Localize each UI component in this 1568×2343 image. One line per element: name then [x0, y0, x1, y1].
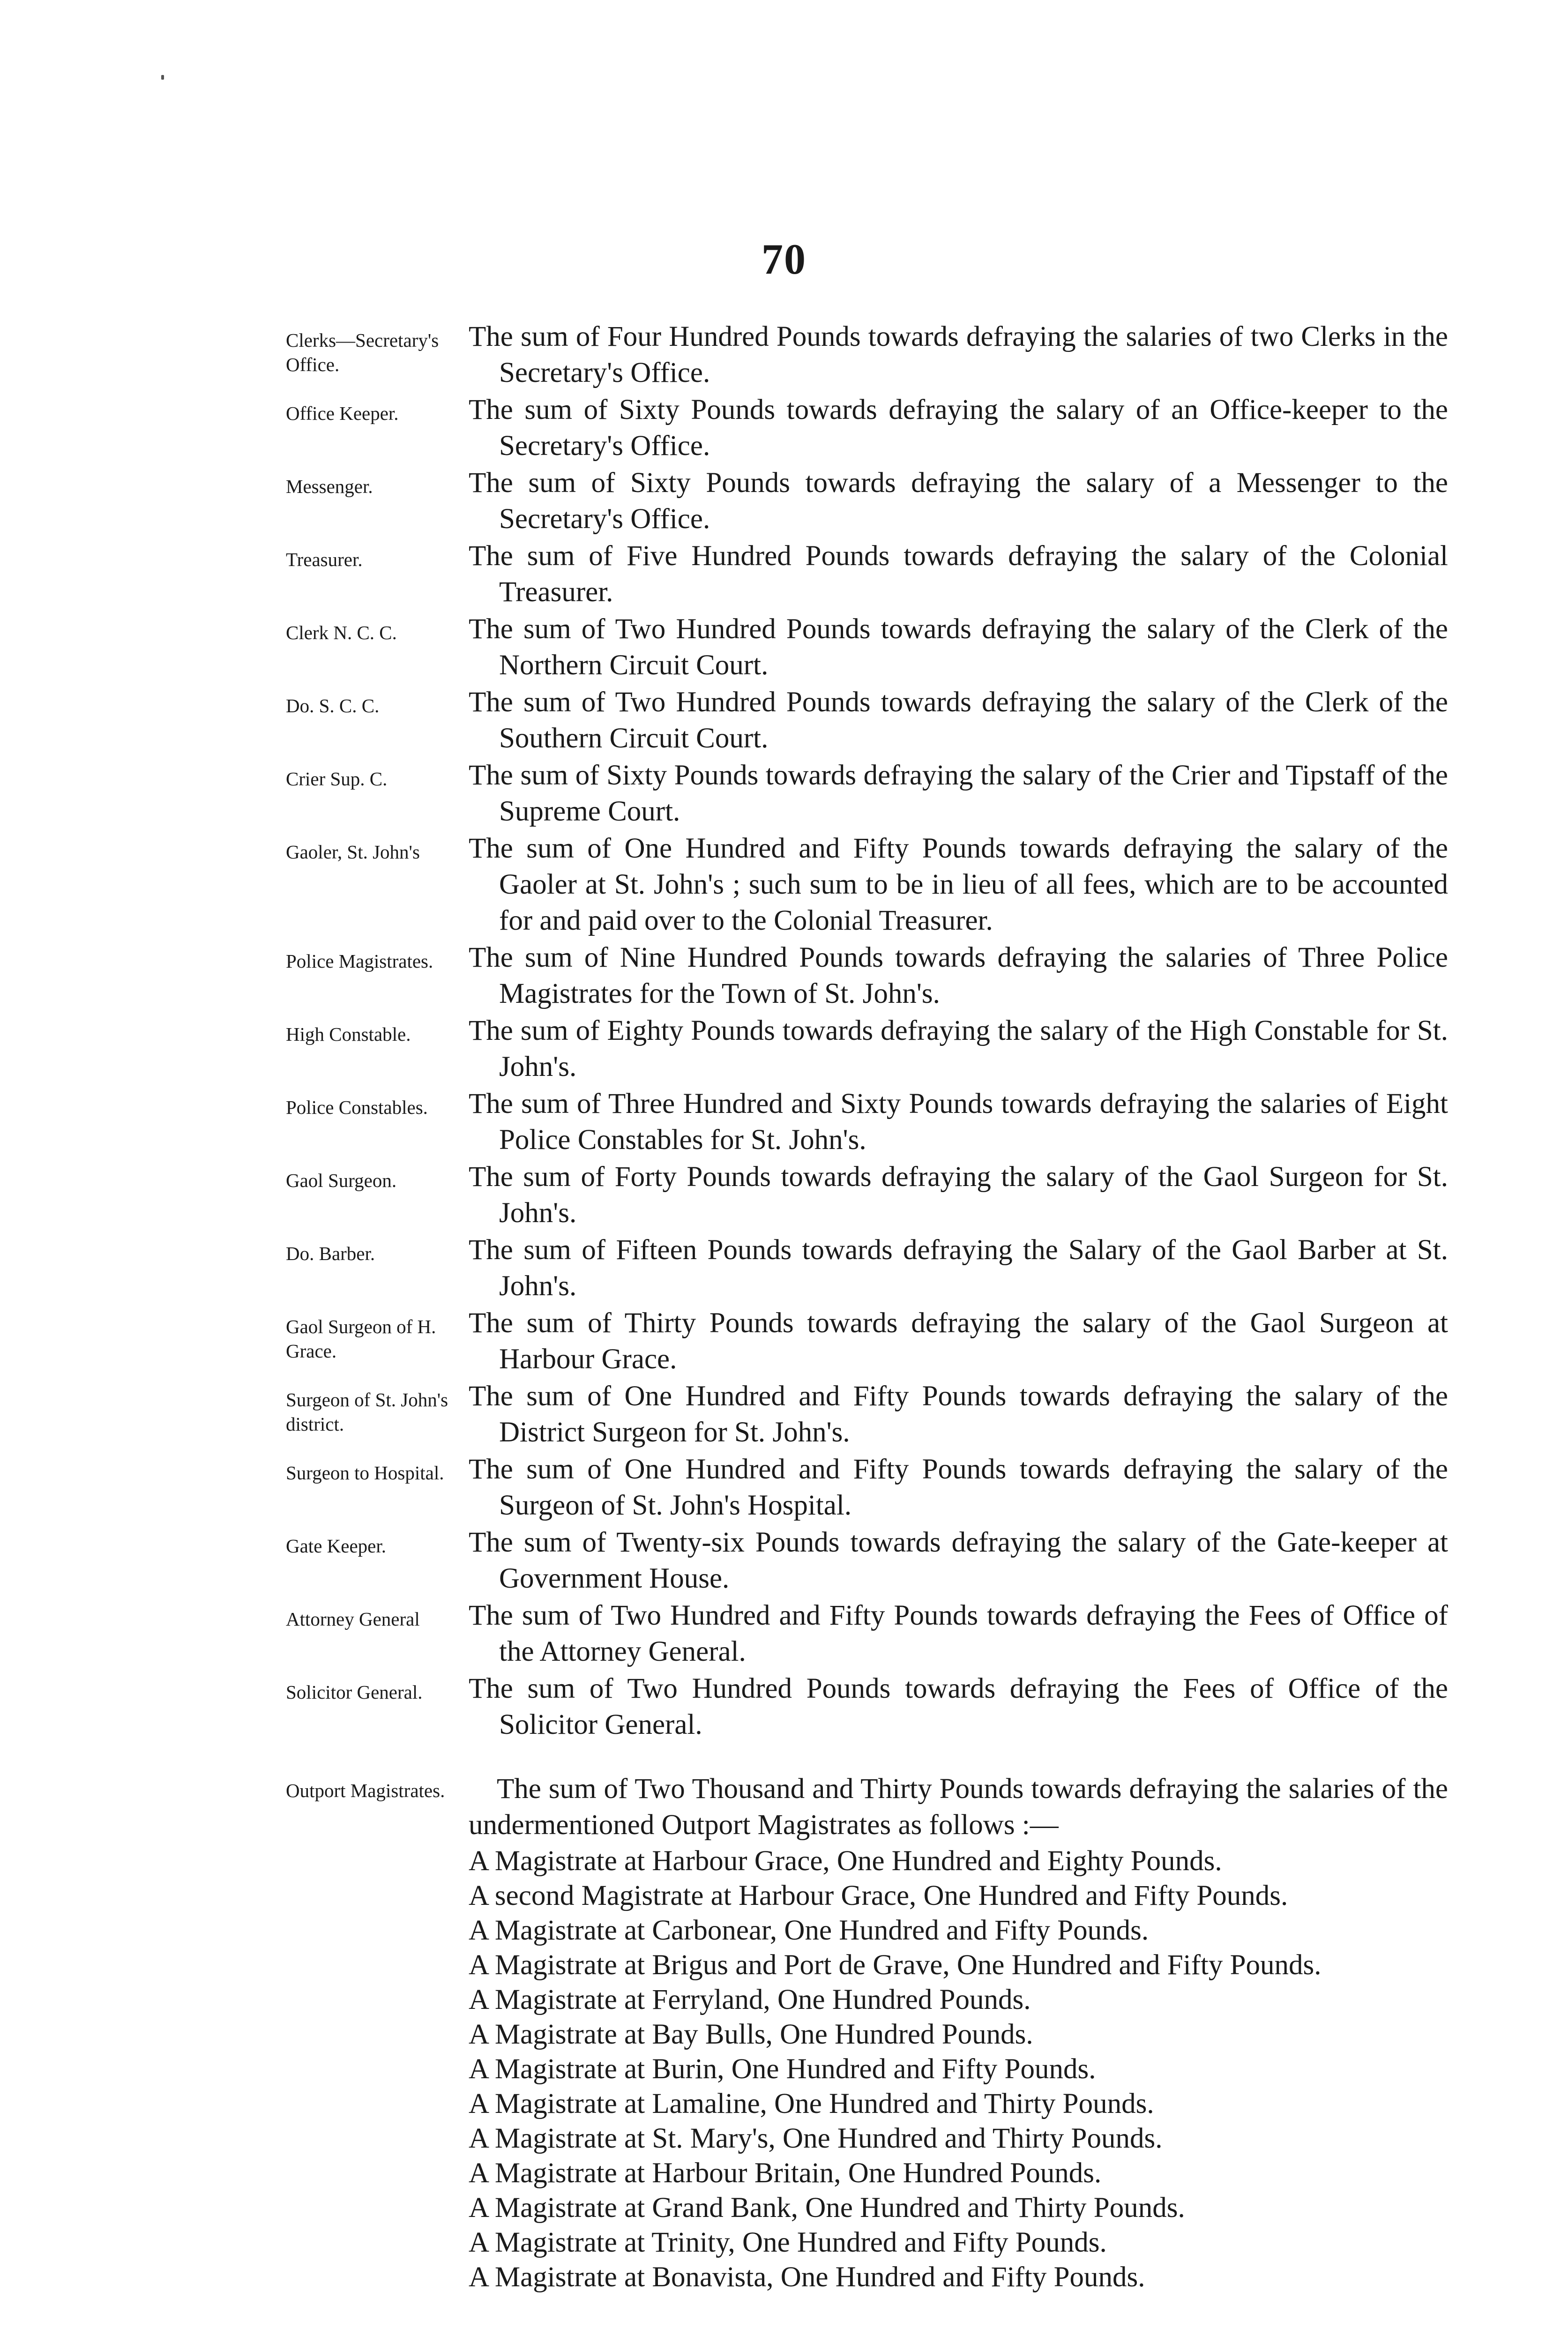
entry-text: The sum of Five Hundred Pounds towards defraying the salary of the Colonial Treasurer.: [469, 540, 1448, 608]
entry-text: The sum of Two Hundred Pounds towards defraying the salary of the Clerk of the Northern Circuit Court.: [469, 613, 1448, 681]
outport-intro: The sum of Two Thousand and Thirty Pounds towards defraying the salaries of the undermentioned Outport Magistrates as follows :—: [469, 1773, 1448, 1841]
entry-messenger: [286, 465, 1448, 537]
marginal-note: Attorney General: [286, 1608, 420, 1630]
list-item: A Magistrate at Carbonear, One Hundred and Fifty Pounds.: [469, 1915, 1149, 1946]
entry-text: The sum of Three Hundred and Sixty Pounds towards defraying the salaries of Eight Police Constables for St. John's.: [469, 1088, 1448, 1156]
entry-text: The sum of Sixty Pounds towards defraying the salary of a Messenger to the Secretary's Office.: [469, 467, 1448, 535]
entry-treasurer: [286, 538, 1448, 610]
entry-text: The sum of Sixty Pounds towards defraying the salary of the Crier and Tipstaff of the Supreme Court.: [469, 760, 1448, 827]
marginal-note: Do. S. C. C.: [286, 695, 380, 716]
outport-magistrate-list: [469, 1845, 1448, 2294]
entry-crier: [286, 757, 1448, 829]
entry-gaol-barber: [286, 1232, 1448, 1304]
list-item: A Magistrate at Harbour Britain, One Hundred Pounds.: [469, 2157, 1102, 2189]
list-item: A Magistrate at Burin, One Hundred and Fifty Pounds.: [469, 2053, 1096, 2085]
entry-police-magistrates: [286, 940, 1448, 1012]
entry-clerk-scc: [286, 684, 1448, 756]
marginal-note: Solicitor General.: [286, 1681, 423, 1703]
marginal-note: Messenger.: [286, 476, 373, 497]
entry-text: The sum of Nine Hundred Pounds towards defraying the salaries of Three Police Magistrates for the Town of St. John's.: [469, 942, 1448, 1009]
entry-text: The sum of Fifteen Pounds towards defraying the Salary of the Gaol Barber at St. John's.: [469, 1234, 1448, 1302]
entry-clerks-secretary: [286, 319, 1448, 391]
marginal-note: Office Keeper.: [286, 403, 399, 424]
marginal-note: Gaoler, St. John's: [286, 841, 420, 863]
page-number: 70: [762, 235, 806, 283]
entry-solicitor-general: [286, 1671, 1448, 1743]
list-item: A Magistrate at Harbour Grace, One Hundred and Eighty Pounds.: [469, 1845, 1222, 1877]
marginal-note: Police Constables.: [286, 1097, 428, 1118]
list-item: A Magistrate at Trinity, One Hundred and Fifty Pounds.: [469, 2227, 1107, 2258]
entry-gaol-surgeon-hgrace: [286, 1305, 1448, 1377]
entry-text: The sum of Thirty Pounds towards defraying the salary of the Gaol Surgeon at Harbour Grace.: [469, 1307, 1448, 1375]
marginal-note: Clerks—Secretary's Office.: [286, 329, 439, 375]
marginal-note: Police Magistrates.: [286, 950, 433, 972]
list-item: A Magistrate at Grand Bank, One Hundred and Thirty Pounds.: [469, 2192, 1185, 2224]
list-item: A Magistrate at St. Mary's, One Hundred and Thirty Pounds.: [469, 2123, 1163, 2154]
entry-gaoler: [286, 830, 1448, 939]
entry-text: The sum of Four Hundred Pounds towards defraying the salaries of two Clerks in the Secretary's Office.: [469, 321, 1448, 388]
marginal-note: Gaol Surgeon.: [286, 1170, 397, 1191]
marginal-note: Clerk N. C. C.: [286, 622, 397, 643]
marginal-note: Surgeon of St. John's district.: [286, 1389, 448, 1435]
entry-clerk-ncc: [286, 611, 1448, 683]
entry-text: The sum of Forty Pounds towards defraying the salary of the Gaol Surgeon for St. John's.: [469, 1161, 1448, 1229]
marginal-note: Do. Barber.: [286, 1243, 375, 1264]
marginal-note: Surgeon to Hospital.: [286, 1462, 444, 1484]
entry-outport-magistrates: [286, 1771, 1448, 2294]
entry-text: The sum of One Hundred and Fifty Pounds towards defraying the salary of the Surgeon of St. John's Hospital.: [469, 1454, 1448, 1521]
entry-text: The sum of One Hundred and Fifty Pounds towards defraying the salary of the Gaoler at St. John's ; such sum to be in lieu of all fees, which are to be accounted for and paid over to the Colonial Treasurer.: [469, 833, 1448, 936]
entry-text: The sum of Two Hundred and Fifty Pounds towards defraying the Fees of Office of the Attorney General.: [469, 1600, 1448, 1667]
marginal-note: Gaol Surgeon of H. Grace.: [286, 1316, 436, 1362]
appropriation-entries: [286, 319, 1448, 2296]
entry-gaol-surgeon: [286, 1159, 1448, 1231]
entry-text: The sum of Twenty-six Pounds towards defraying the salary of the Gate-keeper at Government House.: [469, 1527, 1448, 1594]
list-item: A Magistrate at Bonavista, One Hundred and Fifty Pounds.: [469, 2261, 1145, 2293]
entry-text: The sum of Eighty Pounds towards defraying the salary of the High Constable for St. John's.: [469, 1015, 1448, 1082]
entry-text: The sum of Two Hundred Pounds towards defraying the salary of the Clerk of the Southern Circuit Court.: [469, 686, 1448, 754]
entry-district-surgeon: [286, 1378, 1448, 1450]
list-item: A Magistrate at Brigus and Port de Grave, One Hundred and Fifty Pounds.: [469, 1949, 1322, 1981]
list-item: A Magistrate at Bay Bulls, One Hundred Pounds.: [469, 2019, 1033, 2050]
entry-attorney-general: [286, 1597, 1448, 1670]
entry-gate-keeper: [286, 1524, 1448, 1597]
list-item: A Magistrate at Lamaline, One Hundred and Thirty Pounds.: [469, 2088, 1154, 2119]
marginal-note: High Constable.: [286, 1023, 411, 1045]
ink-speck: [161, 75, 164, 80]
entry-high-constable: [286, 1013, 1448, 1085]
list-item: A Magistrate at Ferryland, One Hundred Pounds.: [469, 1984, 1031, 2015]
entry-hospital-surgeon: [286, 1451, 1448, 1523]
list-item: A second Magistrate at Harbour Grace, One Hundred and Fifty Pounds.: [469, 1880, 1288, 1911]
entry-office-keeper: [286, 392, 1448, 464]
marginal-note: Treasurer.: [286, 549, 363, 570]
marginal-note: Outport Magistrates.: [286, 1780, 445, 1801]
entry-police-constables: [286, 1086, 1448, 1158]
entry-text: The sum of One Hundred and Fifty Pounds towards defraying the salary of the District Surgeon for St. John's.: [469, 1380, 1448, 1448]
marginal-note: Crier Sup. C.: [286, 768, 388, 790]
marginal-note: Gate Keeper.: [286, 1535, 386, 1557]
entry-text: The sum of Two Hundred Pounds towards defraying the Fees of Office of the Solicitor General.: [469, 1673, 1448, 1740]
entry-text: The sum of Sixty Pounds towards defraying the salary of an Office-keeper to the Secretary's Office.: [469, 394, 1448, 462]
